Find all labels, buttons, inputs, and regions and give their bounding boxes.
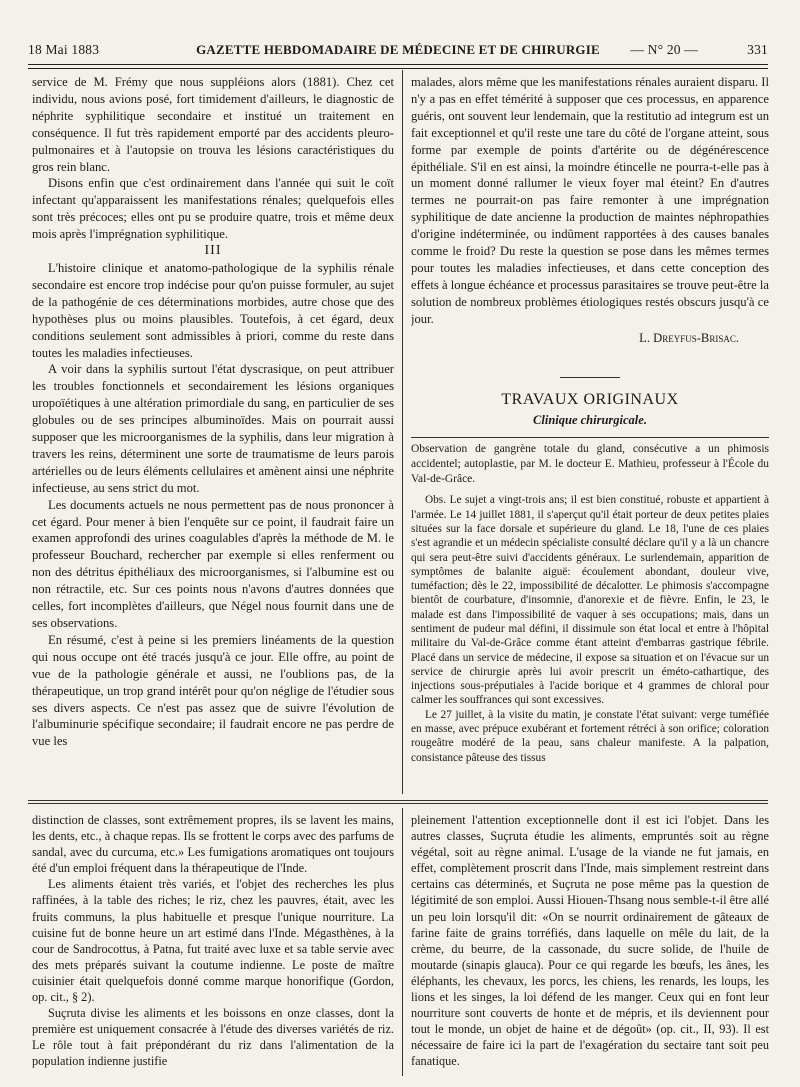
running-header — [28, 42, 768, 64]
section-title: TRAVAUX ORIGINAUX — [501, 390, 679, 408]
observation-body — [411, 493, 769, 765]
header-rule — [28, 64, 768, 69]
issue-date: 18 Mai 1883 — [28, 42, 100, 57]
paragraph: distinction de classes, sont extrêmement propres, ils se lavent les mains, les dents, etc., à chaque repas. Ils se frottent le corps avec des parfums de sandal, avec du curcuma, etc.» Les fumigations aromatiques ont toujours été d'un emploi fréquent dans la thérapeutique de l'Inde. — [32, 813, 394, 876]
issue-number: — N° 20 — — [630, 42, 698, 57]
section-break-rule — [28, 800, 768, 801]
paragraph: pleinement l'attention exceptionnelle dont il est ici l'objet. Dans les autres classes, Suçruta étudie les aliments, empruntés soit au règne végétal, soit au règne animal. L'usage de la viande ne fut jamais, en effet, complètement proscrit dans l'Inde, mais simplement restreint dans certains cas déterminés, et Suçruta ne pose même pas la question de légitimité de son emploi. Aussi Hiouen-Thsang nous semble-t-il être allé un peu loin lorsqu'il dit: «On se nourrit ordinairement de gâteaux de farine faite de grains torréfiés, dans laquelle on mêle du lait, de la crème, du beurre, de la cassonade, du sucre solide, de l'huile de moutarde (sinapis glauca). Pour ce qui regarde les bœufs, les ânes, les éléphants, les chevaux, les porcs, les chiens, les renards, les loups, les lions et les singes, la loi défend de les manger. Ceux qui en font leur nourriture sont couverts de honte et de mépris, et ils deviennent pour tout le monde, un objet de haine et de dégoût» (op. cit., II, 93). Il est nécessaire de faire ici la part de l'exagération du sectaire tant soit peu fanatique. — [411, 813, 769, 1069]
upper-right-column — [411, 74, 769, 794]
paragraph: Disons enfin que c'est ordinairement dans l'année qui suit le coït infectant qu'apparaissent les manifestations rénales; quelquefois elles sont très précoces; elles ont pu se produire quatre, trois et même deux mois après l'imprégnation syphilitique. — [32, 176, 394, 242]
page-number: 331 — [747, 42, 768, 57]
paragraph: Les aliments étaient très variés, et l'objet des recherches les plus raffinées, à la table des riches; le riz, chez les pauvres, était, avec les fruits communs, la plus habituelle et presque l'unique nourriture. La cuisine fut de bonne heure un art estimé dans l'Inde. Mégasthènes, à la cour de Sandrocottus, à Patna, fut traité avec luxe et sa table servie avec des mets préparés suivant la coutume indienne. Le poste de maître cuisinier était quelquefois donné comme marque honorifique (Gordon, op. cit., § 2). — [32, 877, 394, 1005]
section-number: III — [204, 243, 222, 259]
column-divider-lower — [402, 808, 403, 1076]
paragraph: Suçruta divise les aliments et les boissons en onze classes, dont la première est uniquement consacrée à l'étude des diverses variétés de riz. Le rôle tout à fait prépondérant du riz dans l'alimentation de la population indienne justifie — [32, 1006, 394, 1069]
paragraph: A voir dans la syphilis surtout l'état dyscrasique, on peut attribuer les troubles fonctionnels et secondairement les lésions organiques uropoïétiques à une altération primordiale du sang, en particulier de ses globules ou de ses principes albuminoïdes. Mais on pourrait aussi supposer que les microorganismes de la syphilis, dans leur migration à travers les reins, déterminent une sorte de traumatisme de leurs parois artérielles ou de leurs éléments cellulaires et amènent ainsi une néphrite infectieuse, au sens strict du mot. — [32, 362, 394, 495]
observation-title: Observation de gangrène totale du gland, consécutive a un phimosis accidentel; autoplastie, par M. le docteur E. Mathieu, professeur à l'École du Val-de-Grâce. — [411, 443, 769, 486]
journal-title: GAZETTE HEBDOMADAIRE DE MÉDECINE ET DE CHIRURGIE — [196, 42, 600, 57]
column-divider-upper — [402, 70, 403, 794]
paragraph: malades, alors même que les manifestations rénales auraient disparu. Il n'y a pas en effet témérité à supposer que ces processus, en apparence guéris, ont souvent leur lendemain, que la restitutio ad integrum est un fait exceptionnel et qu'il reste une tare du côté de l'organe atteint, sous forme par exemple de points d'artérite ou de dégénérescence épithéliale. S'il en est ainsi, la moindre étincelle ne pourra-t-elle pas à un moment donné rallumer le vieux foyer mal éteint? En d'autres termes ne pourrait-on pas faire remonter à une imprégnation syphilitique de date ancienne la production de maintes néphropathies d'origine indéterminée, ou indûment rapportées à des causes banales comme le froid? Du reste la question se pose dans les mêmes termes pour toutes les maladies infectieuses, et dans cette conception des effets à longue échéance et processus parasitaires se trouve peut-être la solution de nombreux problèmes étiologiques restés obscurs jusqu'à ce jour. — [411, 75, 769, 326]
paragraph: En résumé, c'est à peine si les premiers linéaments de la question qui nous occupe ont été tracés jusqu'à ce jour. Elle offre, au point de vue de la pathologie générale et aussi, ne l'oublions pas, de la thérapeutique, un trop grand intérêt pour qu'on néglige de l'étudier sous ses divers aspects. Ce n'est pas assez que de suivre l'évolution de l'albuminurie spécifique secondaire; il faudrait encore ne pas perdre de vue les — [32, 632, 394, 749]
lower-left-column — [32, 812, 394, 1080]
section-subtitle: Clinique chirurgicale. — [533, 413, 647, 428]
paragraph: service de M. Frémy que nous suppléions alors (1881). Chez cet individu, nous avions posé, fort timidement d'ailleurs, le diagnostic de néphrite syphilitique secondaire et institué un traitement en conséquence. Il fut très rapidement emporté par des accidents pleuro-pulmonaires et à l'autopsie on trouva les lésions caractéristiques du gros rein blanc. — [32, 75, 394, 174]
paragraph: L'histoire clinique et anatomo-pathologique de la syphilis rénale secondaire est encore trop indécise pour qu'on puisse formuler, au sujet de la pathogénie de ces déterminations morbides, autre chose que des hypothèses plus ou moins plausibles. Toutefois, à cet égard, deux conditions seulement sont admissibles à priori, comme du reste dans toutes les maladies infectieuses. — [32, 260, 394, 360]
paragraph: Les documents actuels ne nous permettent pas de nous prononcer à cet égard. Pour mener à bien l'enquête sur ce point, il faudrait faire un examen approfondi des urines coagulables d'après la méthode de M. le professeur Bouchard, rechercher par exemple si elles renferment ou non des détritus épithéliaux des microorganismes, si l'albumine est ou non rétractile, etc. Sur ces points nous n'avons d'autres données que celles, fort incomplètes d'ailleurs, que Négel nous fournit dans une de ses observations. — [32, 497, 394, 630]
title-rule — [411, 437, 769, 438]
paragraph: Obs. Le sujet a vingt-trois ans; il est bien constitué, robuste et appartient à l'armée. Le 14 juillet 1881, il s'aperçut qu'il était porteur de deux petites plaies situées sur la face dorsale et supérieure du gland. Le 18, l'une de ces plaies s'est agrandie et un médecin spécialiste consulté déclare qu'il y a là un chancre qui sera peut-être suivi d'accidents généraux. Le surlendemain, apparition de symptômes de balanite aiguë: écoulement abondant, douleur vive, tuméfaction; dès le 22, impossibilité de décalotter. Le phimosis s'accompagne bientôt de courbature, d'insomnie, d'anorexie et de fièvre. Enfin, le 23, le malade est dans l'impossibilité de vaquer à ses occupations; mais, dans un sentiment de pudeur mal défini, il dissimule son état local et entre à l'hôpital militaire du Val-de-Grâce comme étant atteint d'embarras gastrique fébrile. Placé dans un service de médecine, il expose sa situation et on l'évacue sur un service de chirurgie après lui avoir prescrit un éméto-cathartique, des injections sous-préputiales à l'acide borique et 4 grammes de chloral pour calmer les souffrances qui sont excessives. — [411, 494, 769, 707]
section-separator — [560, 377, 620, 378]
author-signature: L. Dreyfus-Brisac. — [639, 330, 739, 345]
lower-right-column — [411, 812, 769, 1080]
section-break-rule — [28, 803, 768, 804]
paragraph: Le 27 juillet, à la visite du matin, je constate l'état suivant: verge tuméfiée en masse, avec prépuce exubérant et fortement rétréci à son orifice; coloration rougeâtre modéré de la peau, sans chaleur manifeste. A la palpation, consistance pâteuse des tissus — [411, 708, 769, 764]
upper-left-column — [32, 74, 394, 794]
